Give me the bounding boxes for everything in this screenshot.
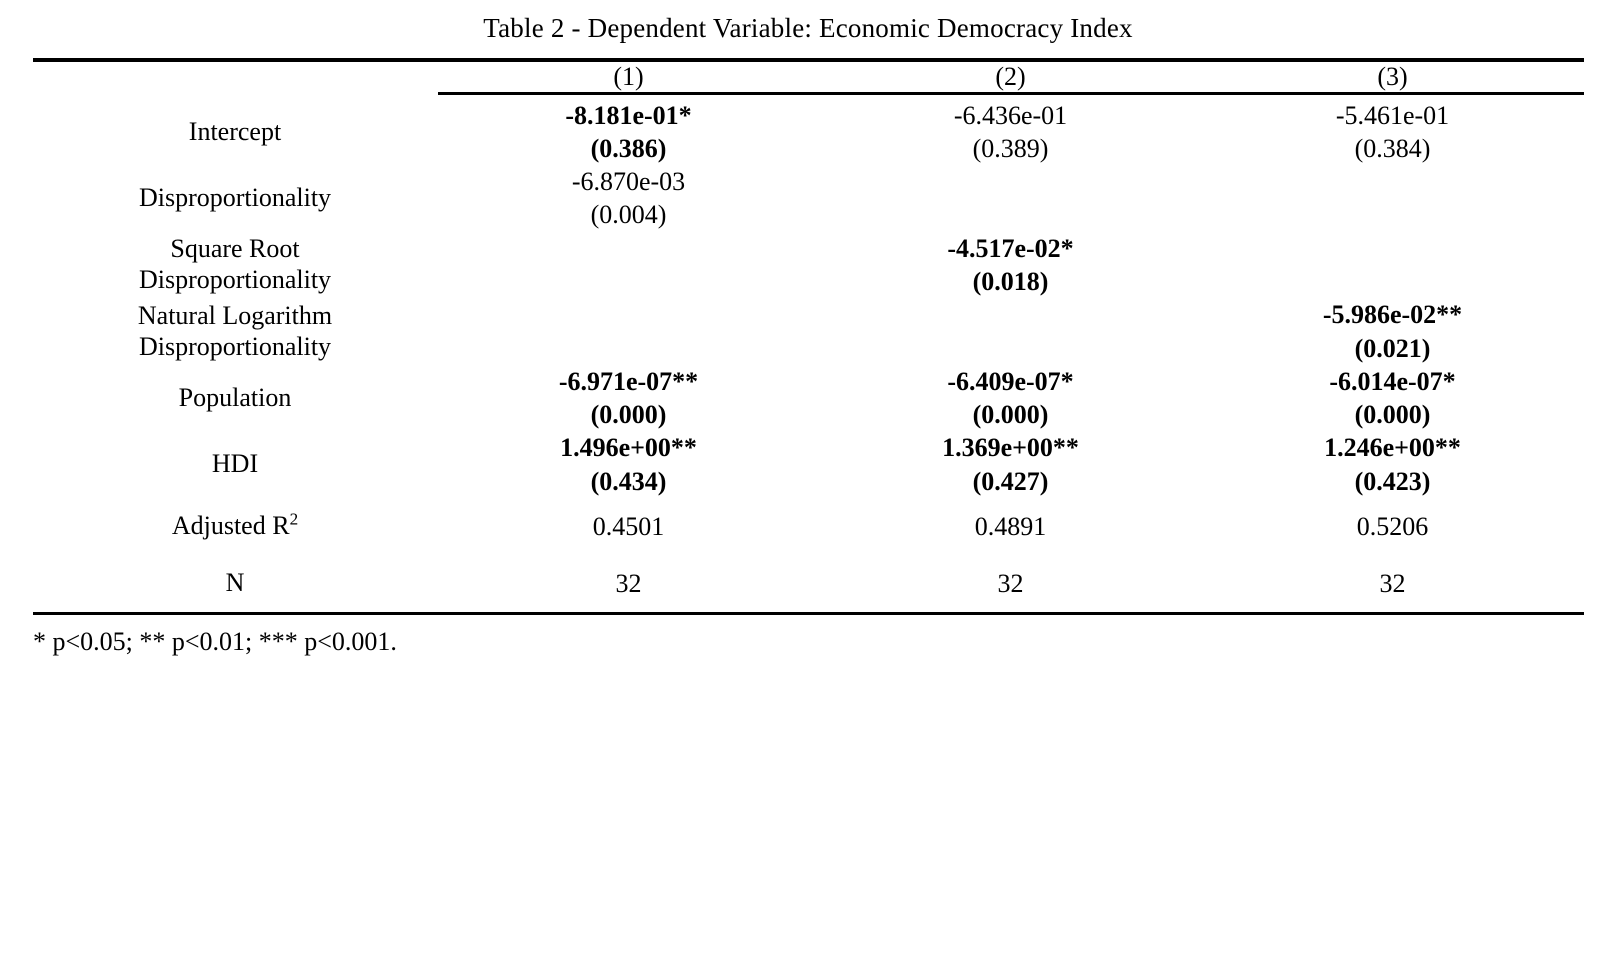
row-label: Population — [178, 382, 292, 412]
table-cell — [1202, 431, 1584, 498]
standard-error: (0.004) — [590, 200, 667, 230]
row-label — [33, 232, 438, 299]
table-cell — [438, 232, 820, 299]
regression-table — [33, 58, 1584, 616]
row-label-line-1: Square Root — [170, 234, 300, 264]
row-label: Disproportionality — [138, 183, 332, 213]
table-cell — [1202, 232, 1584, 299]
coefficient: -4.517e-02* — [947, 233, 1074, 263]
table-row — [33, 99, 1584, 166]
table-cell — [1202, 99, 1584, 166]
stat-value: 32 — [615, 569, 642, 599]
row-label-line-2: Disproportionality — [138, 331, 332, 361]
row-label-superscript: 2 — [289, 509, 299, 529]
coefficient: 1.496e+00** — [560, 433, 697, 463]
table-cell — [820, 99, 1202, 166]
row-label-text: Adjusted R — [171, 511, 290, 541]
table-cell — [438, 498, 820, 555]
table-row — [33, 298, 1584, 365]
table-cell — [438, 99, 820, 166]
table-cell — [1202, 298, 1584, 365]
table-cell — [1202, 555, 1584, 614]
table-row — [33, 232, 1584, 299]
coefficient: -6.409e-07* — [947, 366, 1074, 396]
standard-error: (0.423) — [1354, 466, 1431, 496]
table-cell — [1202, 498, 1584, 555]
coefficient: -5.461e-01 — [1335, 100, 1450, 130]
standard-error: (0.389) — [972, 133, 1049, 163]
table-cell — [820, 431, 1202, 498]
row-label: Intercept — [188, 116, 282, 146]
coefficient: -5.986e-02** — [1322, 300, 1463, 330]
standard-error: (0.018) — [972, 267, 1049, 297]
row-label — [33, 298, 438, 365]
row-label: HDI — [211, 449, 259, 479]
table-cell — [820, 498, 1202, 555]
standard-error: (0.000) — [1354, 400, 1431, 430]
coefficient: 1.369e+00** — [942, 433, 1079, 463]
table-cell — [1202, 165, 1584, 232]
coefficient: 1.246e+00** — [1324, 433, 1461, 463]
table-row — [33, 431, 1584, 498]
stat-value: 0.4501 — [592, 511, 665, 541]
table-cell — [1202, 365, 1584, 432]
table-cell — [820, 365, 1202, 432]
standard-error: (0.427) — [972, 466, 1049, 496]
stat-value: 32 — [1379, 569, 1406, 599]
table-cell — [820, 298, 1202, 365]
column-header-blank — [33, 62, 438, 94]
stat-value: 0.4891 — [974, 511, 1047, 541]
significance-footnote: * p<0.05; ** p<0.01; *** p<0.001. — [33, 627, 397, 657]
coefficient: -6.971e-07** — [558, 366, 699, 396]
table-cell — [438, 298, 820, 365]
row-label — [33, 498, 438, 555]
table-cell — [820, 165, 1202, 232]
standard-error: (0.434) — [590, 466, 667, 496]
coefficient: -6.014e-07* — [1329, 366, 1456, 396]
table-row — [33, 555, 1584, 614]
table-row — [33, 365, 1584, 432]
row-label: N — [225, 568, 245, 598]
table-title: Table 2 - Dependent Variable: Economic Democracy Index — [483, 13, 1133, 43]
row-label-line-1: Natural Logarithm — [137, 300, 333, 330]
table-cell — [820, 555, 1202, 614]
standard-error: (0.000) — [972, 400, 1049, 430]
coefficient: -8.181e-01* — [565, 100, 692, 130]
table-cell — [820, 232, 1202, 299]
column-header-1: (1) — [613, 61, 644, 91]
table-cell — [438, 365, 820, 432]
coefficient: -6.436e-01 — [953, 100, 1068, 130]
standard-error: (0.000) — [590, 400, 667, 430]
row-label-line-2: Disproportionality — [138, 265, 332, 295]
column-header-row — [33, 62, 1584, 94]
stat-value: 0.5206 — [1356, 511, 1429, 541]
coefficient: -6.870e-03 — [571, 167, 686, 197]
table-cell — [438, 555, 820, 614]
standard-error: (0.384) — [1354, 133, 1431, 163]
column-header-2: (2) — [995, 61, 1026, 91]
table-row — [33, 498, 1584, 555]
table-cell — [438, 165, 820, 232]
standard-error: (0.386) — [590, 133, 667, 163]
table-cell — [438, 431, 820, 498]
table-row — [33, 165, 1584, 232]
stat-value: 32 — [997, 569, 1024, 599]
standard-error: (0.021) — [1354, 333, 1431, 363]
column-header-3: (3) — [1377, 61, 1408, 91]
